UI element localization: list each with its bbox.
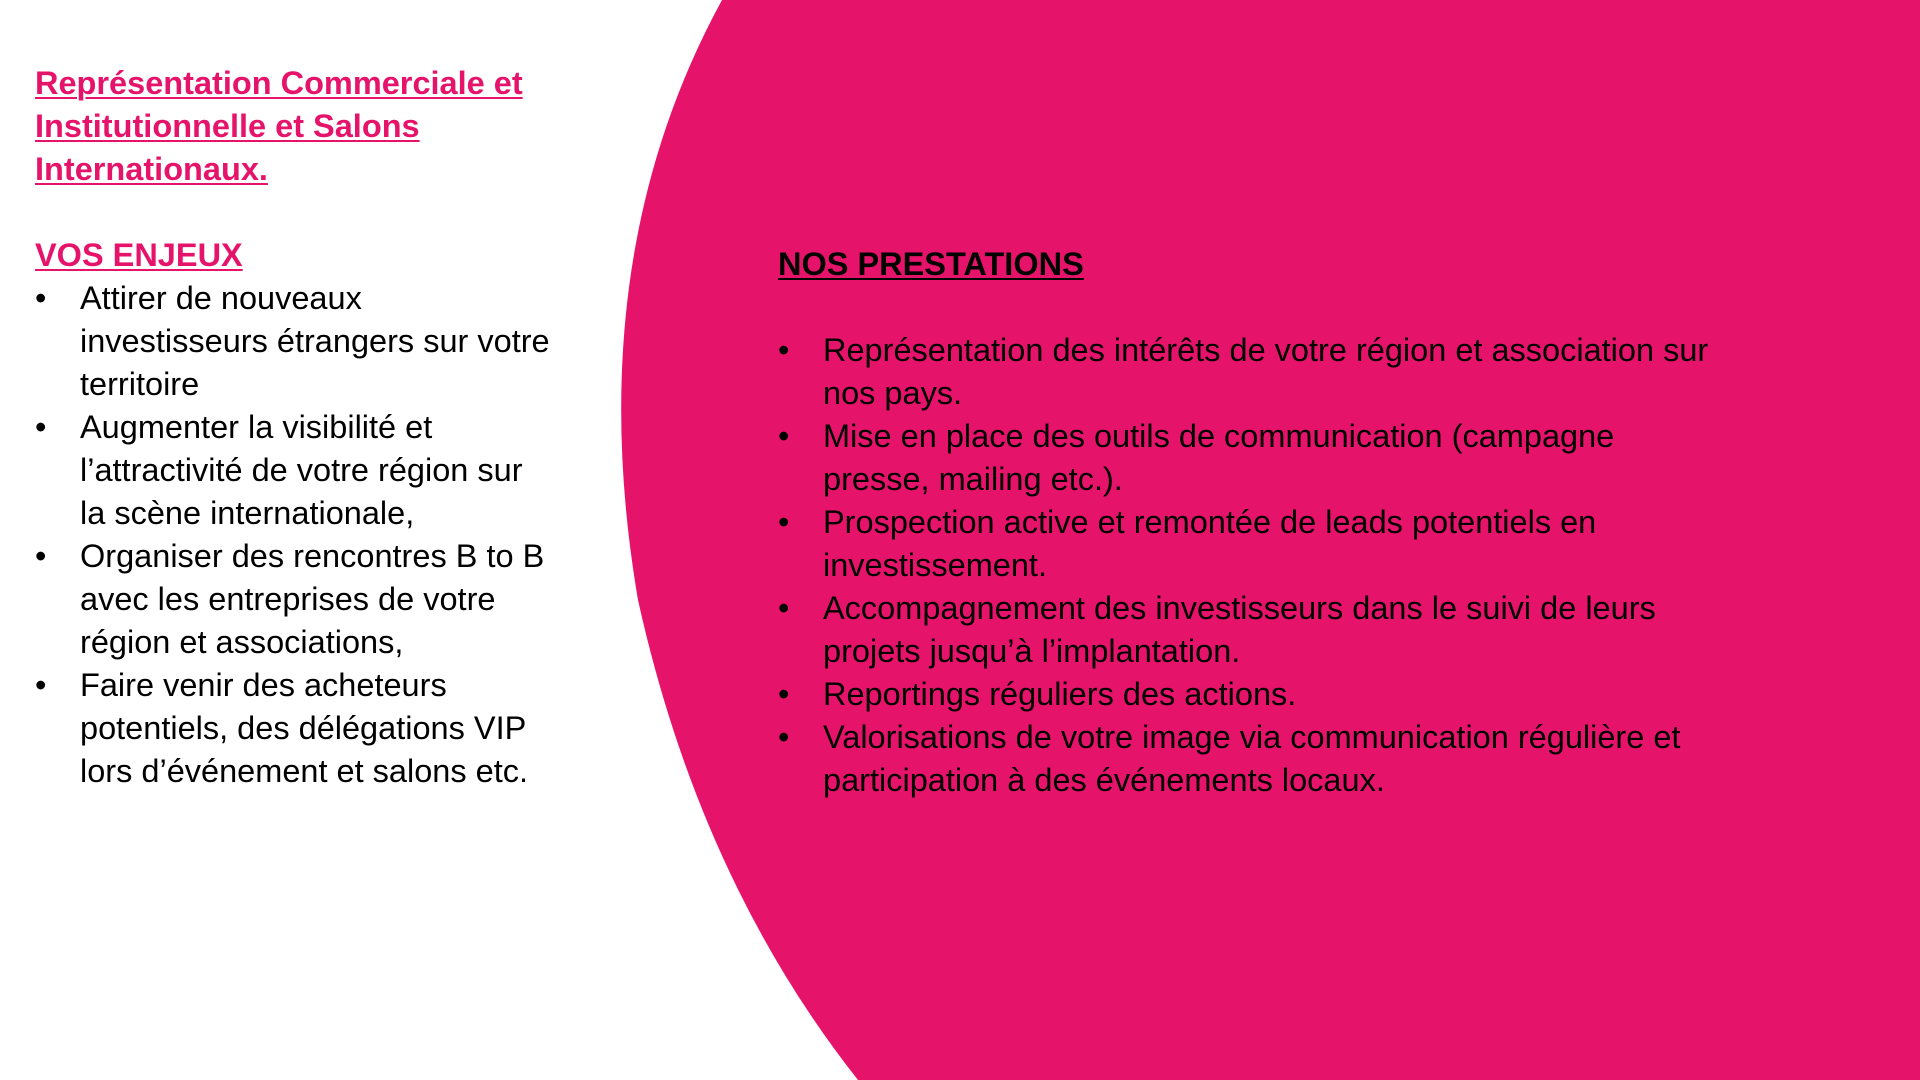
vos-enjeux-list [35, 277, 615, 793]
nos-prestations-list [778, 329, 1878, 802]
list-item [778, 587, 1878, 673]
list-item-line: Faire venir des acheteurs [80, 667, 447, 703]
left-column [35, 62, 615, 793]
main-title-line: Internationaux. [35, 151, 268, 187]
list-item-line: potentiels, des délégations VIP [80, 710, 527, 746]
list-item-line: investisseurs étrangers sur votre [80, 323, 550, 359]
list-item-line: Prospection active et remontée de leads potentiels en [823, 504, 1597, 540]
list-item [778, 673, 1878, 716]
list-item-line: participation à des événements locaux. [823, 762, 1385, 798]
list-item [35, 535, 615, 664]
list-item-line: lors d’événement et salons etc. [80, 753, 529, 789]
list-item-line: projets jusqu’à l’implantation. [823, 633, 1241, 669]
vos-enjeux-title: VOS ENJEUX [35, 237, 243, 273]
main-title [35, 62, 615, 191]
list-item [35, 664, 615, 793]
list-item-line: Organiser des rencontres B to B [80, 538, 545, 574]
list-item-line: territoire [80, 366, 200, 402]
list-item-line: Mise en place des outils de communication (campagne [823, 418, 1615, 454]
bullet-icon: • [778, 676, 790, 712]
bullet-icon: • [778, 504, 790, 540]
list-item-line: Augmenter la visibilité et [80, 409, 433, 445]
bullet-icon: • [35, 280, 47, 316]
bullet-icon: • [778, 418, 790, 454]
bullet-icon: • [778, 332, 790, 368]
list-item-line: Accompagnement des investisseurs dans le suivi de leurs [823, 590, 1656, 626]
bullet-icon: • [35, 409, 47, 445]
bullet-icon: • [35, 538, 47, 574]
list-item [35, 277, 615, 406]
bullet-icon: • [778, 590, 790, 626]
list-item [35, 406, 615, 535]
list-item [778, 329, 1878, 415]
list-item [778, 501, 1878, 587]
nos-prestations-title: NOS PRESTATIONS [778, 246, 1084, 282]
list-item-line: Attirer de nouveaux [80, 280, 362, 316]
list-item [778, 716, 1878, 802]
list-item-line: l’attractivité de votre région sur [80, 452, 523, 488]
list-item-line: presse, mailing etc.). [823, 461, 1123, 497]
list-item-line: région et associations, [80, 624, 404, 660]
main-title-line: Représentation Commerciale et [35, 65, 523, 101]
right-column [778, 243, 1878, 802]
bullet-icon: • [778, 719, 790, 755]
list-item-line: investissement. [823, 547, 1047, 583]
list-item-line: Représentation des intérêts de votre région et association sur [823, 332, 1709, 368]
list-item [778, 415, 1878, 501]
list-item-line: nos pays. [823, 375, 963, 411]
list-item-line: avec les entreprises de votre [80, 581, 496, 617]
list-item-line: la scène internationale, [80, 495, 415, 531]
bullet-icon: • [35, 667, 47, 703]
list-item-line: Valorisations de votre image via communication régulière et [823, 719, 1681, 755]
list-item-line: Reportings réguliers des actions. [823, 676, 1297, 712]
main-title-line: Institutionnelle et Salons [35, 108, 420, 144]
